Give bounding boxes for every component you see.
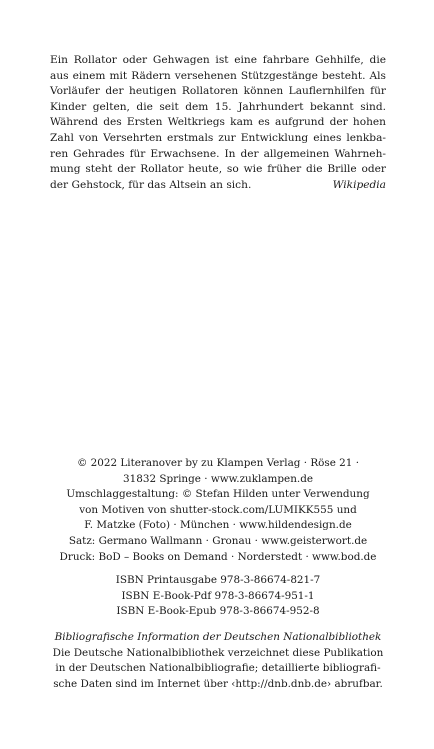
dnb-line-3: sche Daten sind im Internet über ‹http://dnb.dnb.de› abrufbar.	[53, 677, 383, 690]
isbn-print: ISBN Printausgabe 978-3-86674-821-7	[115, 574, 321, 586]
imprint-block	[50, 456, 386, 565]
isbn-block	[50, 573, 386, 620]
imprint-line-publisher: © 2022 Literanover by zu Klampen Verlag · Röse 21 ·	[76, 457, 360, 469]
isbn-pdf: ISBN E-Book-Pdf 978-3-86674-951-1	[121, 589, 315, 602]
dnb-line-2: in der Deutschen Nationalbibliografie; detaillierte bibliografi-	[55, 662, 381, 675]
dnb-line-1: Die Deutsche Nationalbibliothek verzeichnet diese Publikation	[52, 646, 384, 659]
intro-source: Wikipedia	[332, 178, 386, 191]
intro-text: Ein Rollator oder Gehwagen ist eine fahrbare Gehhilfe, die aus einem mit Rädern versehenen Stützgestänge besteht. Als Vorläufer der heutigen Rollatoren können Lauflernhilfen für Kinder gelten, die seit dem 15. Jahrhundert bekannt sind. Während des Ersten Weltkriegs kam es aufgrund der hohen Zahl von Versehrten erstmals zur Entwicklung eines lenkbaren Gehrades für Erwachsene. In der allgemeinen Wahrnehmung steht der Rollator heute, so wie früher die Brille oder der Gehstock, für das Altsein an sich.	[50, 54, 386, 191]
imprint-line-cover-motifs: von Motiven von shutter-stock.com/LUMIKK555 und	[79, 503, 357, 516]
imprint-line-cover: Umschlaggestaltung: © Stefan Hilden unter Verwendung	[66, 488, 370, 501]
intro-paragraph	[50, 53, 386, 193]
dnb-block	[50, 630, 386, 692]
isbn-epub: ISBN E-Book-Epub 978-3-86674-952-8	[116, 605, 320, 618]
imprint-line-printing: Druck: BoD – Books on Demand · Norderstedt · www.bod.de	[59, 550, 377, 563]
imprint-line-typesetting: Satz: Germano Wallmann · Gronau · www.geisterwort.de	[68, 534, 368, 547]
imprint-line-cover-photo: F. Matzke (Foto) · München · www.hildendesign.de	[84, 519, 352, 532]
imprint-line-address: 31832 Springe · www.zuklampen.de	[123, 472, 313, 485]
dnb-heading: Bibliografische Information der Deutschen Nationalbibliothek	[54, 631, 382, 643]
